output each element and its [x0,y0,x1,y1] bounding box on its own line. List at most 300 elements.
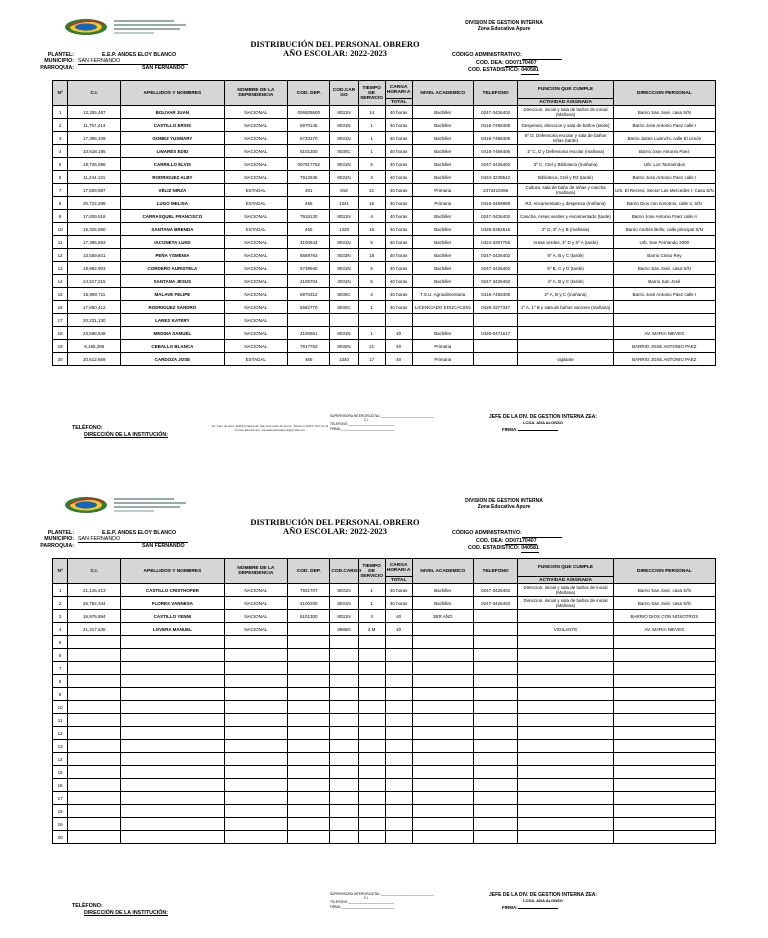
cell-ci [68,818,121,831]
cell-n: 12 [53,249,68,262]
cell-direccion: Barrio San José, casa S/N [613,584,715,597]
organization-header [404,498,604,510]
cell-n: 19 [53,818,68,831]
cell-ci: 13,255,487 [68,106,121,119]
cell-ci: 10,618,195 [68,145,121,158]
cell-ci [68,753,121,766]
cell-dependencia: NACIONAL [224,610,287,623]
table-row [53,740,716,753]
cell-tiempo: 18 [358,249,385,262]
cell-carga [385,675,412,688]
cell-ci: 20,231,130 [68,314,121,327]
cell-cod-dep: 006505600 [288,106,330,119]
cell-carga: 40 horas [385,584,412,597]
table-row [53,197,716,210]
col-cod-cargo: COD.CAR GO [330,81,358,106]
cell-dependencia: ESTADAL [224,197,287,210]
cell-tiempo: 1 [358,301,385,314]
cell-n: 1 [53,584,68,597]
cell-cod-cargo: 8031N [330,119,358,132]
cell-n: 4 [53,145,68,158]
cell-tiempo [358,314,385,327]
cell-carga: 40 horas [385,184,412,197]
cell-telefono [473,701,518,714]
cell-telefono [473,753,518,766]
codigo-admin-row [452,530,562,538]
cell-direccion: Barrio Dios con nosotros, calle 3, S/N [613,197,715,210]
cell-nivel [412,779,473,792]
cod-est-value: 040581 [521,545,539,552]
cell-direccion: Barrio Jose Antonio Paez [613,145,715,158]
cell-cod-dep [288,649,330,662]
cell-nombre: VÉLIZ NIRZA [121,184,224,197]
cell-cod-dep [288,779,330,792]
cell-direccion [613,714,715,727]
cell-nombre: MEDINA SAMUEL [121,327,224,340]
col-tiempo: TIEMPO DE SERVICIO [358,81,385,106]
cell-direccion: Barrio Jose Antonio Paez calle I [613,171,715,184]
cell-n: 10 [53,223,68,236]
table-row [53,779,716,792]
cell-nivel [412,314,473,327]
cod-est-value: 040581 [521,67,539,74]
cell-telefono [473,766,518,779]
table-row [53,106,716,119]
cell-telefono [473,314,518,327]
table-row [53,249,716,262]
cell-carga [385,701,412,714]
cell-dependencia: ESTADAL [224,184,287,197]
cell-funcion: 6º A, B y C (tarde) [518,249,613,262]
cell-tiempo [358,818,385,831]
col-n: Nº [53,559,68,584]
cell-telefono [473,636,518,649]
cell-nombre [121,727,224,740]
cell-dependencia [224,714,287,727]
cell-cod-cargo: 8031N [330,132,358,145]
cell-cod-dep [288,314,330,327]
cell-cod-dep: 6739940 [288,262,330,275]
cell-ci: 17,395,593 [68,236,121,249]
cell-funcion [518,831,613,844]
table-row [53,623,716,636]
cell-dependencia: ESTADAL [224,353,287,366]
cell-n: 12 [53,727,68,740]
cell-ci: 23,698,548 [68,327,121,340]
cell-direccion: Barrio Andrés Bello, calle principal S/N [613,223,715,236]
cell-nombre: PEÑA YSMENIA [121,249,224,262]
cell-n: 14 [53,753,68,766]
title-line-1: DISTRIBUCIÓN DEL PERSONAL OBRERO [250,39,420,49]
supervisor-ci: C.I. [364,896,369,901]
cell-tiempo: 16 [358,223,385,236]
cell-n: 16 [53,779,68,792]
cell-direccion: BARRIO DIOS CON NOSOTROS [613,610,715,623]
cell-telefono: 0426-3377347 [473,301,518,314]
cell-tiempo [358,662,385,675]
cell-carga: 40 horas [385,197,412,210]
direccion-label: DIRECCIÓN DE LA INSTITUCIÓN: [84,432,168,438]
cod-est-label: COD. ESTADISTICO: [468,67,520,74]
cell-ci [68,675,121,688]
cell-dependencia: NACIONAL [224,210,287,223]
cell-dependencia: NACIONAL [224,249,287,262]
cell-n: 16 [53,301,68,314]
cell-funcion [518,610,613,623]
col-total: TOTAL [385,577,412,584]
cell-cod-dep [288,688,330,701]
cell-funcion: vigilante [518,353,613,366]
cell-n: 9 [53,688,68,701]
cell-tiempo [358,831,385,844]
cell-carga: 40 horas [385,275,412,288]
cell-dependencia: NACIONAL [224,171,287,184]
cod-dea-row [452,538,562,546]
cell-direccion: Urb. Los Tamarindos [613,158,715,171]
plantel-value: E.E.P. ANDES ELOY BLANCO [102,52,177,58]
codes-block [452,52,562,75]
cell-dependencia [224,662,287,675]
cell-tiempo: 3 [358,171,385,184]
cell-telefono [473,740,518,753]
cell-funcion: Direccion, inicial y sala de baños de inicial (Mañana) [518,106,613,119]
cell-cod-dep: 7915130 [288,210,330,223]
cell-funcion: 2º A, B y C (mañana) [518,288,613,301]
cell-telefono: 0424-3239542 [473,171,518,184]
cell-funcion [518,314,613,327]
cell-nivel: Bachiller [412,132,473,145]
cell-telefono: 0416-7468406 [473,119,518,132]
col-nombres: APELLIDOS Y NOMBRES [121,559,224,584]
cell-nivel: Bachiller [412,584,473,597]
cell-telefono: 0416-7468406 [473,145,518,158]
cell-tiempo: 1 [358,597,385,610]
plantel-label: PLANTEL: [47,52,74,58]
cell-nivel [412,818,473,831]
cell-direccion [613,753,715,766]
cell-nombre: CARRASQUEL FRANCISCO [121,210,224,223]
cell-direccion [613,792,715,805]
cell-nombre: BOLIVAR JUAN [121,106,224,119]
parroquia-value: SAN FERNANDO [142,543,185,549]
cell-direccion: Urb. El Recreo, Sector Las Mercedes I, Casa S/N [613,184,715,197]
cell-cod-dep: 465 [288,197,330,210]
cell-n: 18 [53,805,68,818]
cell-cod-dep: 465 [288,223,330,236]
col-carga: CARGA HORARI A [385,81,412,99]
cell-cod-dep [288,753,330,766]
table-row [53,340,716,353]
cell-dependencia: NACIONAL [224,106,287,119]
cell-telefono: 0247-3426402 [473,158,518,171]
table-row [53,688,716,701]
cell-telefono [473,610,518,623]
cell-ci: 21,317,636 [68,623,121,636]
cell-cod-dep: 6970312 [288,288,330,301]
table-row [53,792,716,805]
cell-dependencia [224,701,287,714]
cell-n: 5 [53,636,68,649]
cell-telefono [473,831,518,844]
municipio-value: SAN FERNANDO [78,58,188,65]
cell-carga: 40 [385,353,412,366]
cell-direccion [613,831,715,844]
cell-cod-dep: 6101300 [288,145,330,158]
cell-direccion: Barrio Jose Antonio Paez calle II [613,210,715,223]
chief-name: LCDA. ANA ALONSO [523,898,563,903]
cell-nivel: Bachiller [412,171,473,184]
table-row [53,805,716,818]
cell-carga: 40 horas [385,249,412,262]
table-row [53,288,716,301]
cell-dependencia [224,753,287,766]
cell-telefono: 0247-3426402 [473,584,518,597]
col-cod-dep: COD. DEP. [288,81,330,106]
cell-nombre: RODRIGUEZ ALBY [121,171,224,184]
cell-n: 1 [53,106,68,119]
cell-cod-dep [288,740,330,753]
col-n: Nº [53,81,68,106]
col-dependencia: NOMBRE DE LA DEPENDENCIA [224,559,287,584]
cell-dependencia: NACIONAL [224,262,287,275]
cell-dependencia: NACIONAL [224,327,287,340]
cell-funcion: 5º B, C y D (tarde) [518,262,613,275]
cell-telefono [473,818,518,831]
cod-dea-label: COD. DEA: [476,537,504,544]
table-row [53,145,716,158]
cell-tiempo [358,636,385,649]
cell-carga [385,636,412,649]
plantel-value: E.E.P. ANDES ELOY BLANCO [102,530,177,536]
cell-ci: 11,244,131 [68,171,121,184]
cell-cod-cargo [330,831,358,844]
cell-tiempo: 21 [358,340,385,353]
cell-cod-cargo: 8031N [330,158,358,171]
table-row [53,753,716,766]
cell-n: 11 [53,236,68,249]
cell-direccion [613,662,715,675]
cell-nombre [121,766,224,779]
table-body-2 [53,584,716,844]
supervisor-phone: TELEFONO:__________________________ [330,422,395,427]
title-line-2: AÑO ESCOLAR: 2022-2023 [283,48,387,58]
cell-cod-cargo: 1340 [330,353,358,366]
cell-funcion: 3º C, Ctel y Biblioteca (mañana) [518,158,613,171]
cell-tiempo [358,701,385,714]
cell-cod-dep: 6101300 [288,610,330,623]
cell-carga [385,740,412,753]
cell-direccion [613,636,715,649]
table-row [53,714,716,727]
cell-funcion: 4º A, B y C (tarde) [518,275,613,288]
cell-cod-dep [288,714,330,727]
cell-nivel: Bachiller [412,327,473,340]
cell-funcion [518,636,613,649]
cell-tiempo: 2 M [358,623,385,636]
cell-n: 3 [53,132,68,145]
cell-n: 6 [53,649,68,662]
cell-dependencia: NACIONAL [224,145,287,158]
cell-nombre: LARES KATERY [121,314,224,327]
cell-cod-cargo [330,688,358,701]
document-title [210,518,460,536]
cell-funcion [518,340,613,353]
cell-nivel: Bachiller [412,210,473,223]
cell-ci [68,701,121,714]
cell-telefono: 0416-3459889 [473,197,518,210]
cell-carga: 40 horas [385,223,412,236]
cell-n: 5 [53,158,68,171]
cell-telefono: 0416-7468406 [473,288,518,301]
col-nombres: APELLIDOS Y NOMBRES [121,81,224,106]
cell-cod-dep: 6589763 [288,249,330,262]
parroquia-field [20,543,185,549]
cell-telefono: 0424-3207755 [473,236,518,249]
municipio-field [20,58,188,65]
cell-nivel: Bachiller [412,158,473,171]
cell-nivel [412,727,473,740]
cell-funcion [518,701,613,714]
cell-n: 15 [53,288,68,301]
cell-nombre: SANTANA JESUS [121,275,224,288]
cell-nombre [121,714,224,727]
cell-funcion: Direccion, inicial y sala de baños de inicial (Mañana) [518,597,613,610]
table-row [53,353,716,366]
table-row [53,132,716,145]
table-row [53,818,716,831]
col-total: TOTAL [385,99,412,106]
cell-carga: 40 horas [385,119,412,132]
cell-nivel [412,675,473,688]
cell-direccion [613,314,715,327]
cell-cod-dep: 4100644 [288,236,330,249]
cell-ci: 26,762,344 [68,597,121,610]
cell-funcion: VIGILANTE [518,623,613,636]
cell-cod-cargo: 8031N [330,584,358,597]
cell-funcion [518,688,613,701]
col-telefono: TELEFONO [473,81,518,106]
cell-carga: 40 horas [385,597,412,610]
cell-nivel [412,623,473,636]
cell-nivel: Bachiller [412,249,473,262]
cell-tiempo [358,727,385,740]
cell-ci: 13,559,841 [68,249,121,262]
cell-cod-cargo: 8031N [330,106,358,119]
col-direccion: DIRECCION PERSONAL [613,559,715,584]
cell-nombre [121,649,224,662]
cell-cod-cargo: 8031N [330,171,358,184]
cell-telefono: 0247-3426402 [473,597,518,610]
cod-est-row [452,67,562,75]
title-line-2: AÑO ESCOLAR: 2022-2023 [283,526,387,536]
cell-nombre [121,818,224,831]
cell-telefono [473,340,518,353]
cell-cod-cargo [330,740,358,753]
cell-cod-cargo [330,314,358,327]
cell-nivel: Bachiller [412,262,473,275]
cell-funcion [518,714,613,727]
cell-carga: 40 horas [385,171,412,184]
cell-carga: 40 horas [385,106,412,119]
cell-funcion: Areas verdes, 4º D y 5º A (tarde) [518,236,613,249]
cell-ci: 17,609,518 [68,210,121,223]
cell-cod-dep [288,701,330,714]
cell-tiempo: 5 [358,158,385,171]
cell-cod-cargo: 8030C [330,301,358,314]
footer-contact [72,903,168,917]
cell-cod-cargo [330,792,358,805]
cell-dependencia [224,805,287,818]
cell-telefono [473,727,518,740]
cell-cod-dep: 6733370 [288,132,330,145]
cell-nivel: Bachiller [412,119,473,132]
cell-ci [68,805,121,818]
cell-nivel [412,831,473,844]
municipio-label: MUNICIPIO: [44,58,74,64]
cell-dependencia [224,675,287,688]
table-row [53,275,716,288]
cell-cod-cargo [330,636,358,649]
cell-tiempo [358,805,385,818]
cell-ci: 24,517,015 [68,275,121,288]
cell-nombre: GOMEZ YUSMARY [121,132,224,145]
cell-carga: 40 [385,610,412,623]
codigo-admin-label: CÓDIGO ADMINISTRATIVO: [452,530,522,536]
direccion-label: DIRECCIÓN DE LA INSTITUCIÓN: [84,910,168,916]
organization-header [404,20,604,32]
cell-nivel [412,649,473,662]
cell-funcion [518,805,613,818]
municipio-field [20,536,188,543]
cell-nombre: SANTANA BRENDA [121,223,224,236]
cell-cod-cargo: 8985N [330,623,358,636]
cell-funcion [518,662,613,675]
cell-telefono: 0247-3426402 [473,262,518,275]
cod-est-row [452,545,562,553]
cell-direccion: BARRIO JOSE ANTONIO PAEZ [613,340,715,353]
cell-funcion: Direccion, inicial y sala de baños de inicial (Mañana) [518,584,613,597]
cell-dependencia: NACIONAL [224,623,287,636]
cell-cod-cargo [330,753,358,766]
cell-cod-dep [288,818,330,831]
telefono-label: TELÉFONO: [72,425,103,431]
cell-direccion: Barrio Jose Antonio Paez calle I [613,288,715,301]
municipio-value: SAN FERNANDO [78,536,188,543]
cell-nivel: Bachiller [412,597,473,610]
col-tiempo: TIEMPO DE SERVICIO [358,559,385,584]
cell-nombre: LUGO MELISA [121,197,224,210]
cell-n: 18 [53,327,68,340]
col-carga: CARGA HORARI A [385,559,412,577]
cell-nombre [121,779,224,792]
table-row [53,158,716,171]
table-row [53,236,716,249]
cell-n: 4 [53,623,68,636]
cell-n: 6 [53,171,68,184]
cell-carga: 40 [385,340,412,353]
cell-tiempo [358,675,385,688]
cell-nombre: MALAVE FELIPE [121,288,224,301]
cell-cod-cargo [330,662,358,675]
table-row [53,766,716,779]
cell-dependencia: NACIONAL [224,158,287,171]
cell-nombre [121,753,224,766]
cell-tiempo: 17 [358,353,385,366]
cell-cod-cargo: 3031N [330,275,358,288]
cell-nivel: Bachiller [412,145,473,158]
cell-cod-dep: 4105704 [288,275,330,288]
cell-tiempo [358,688,385,701]
